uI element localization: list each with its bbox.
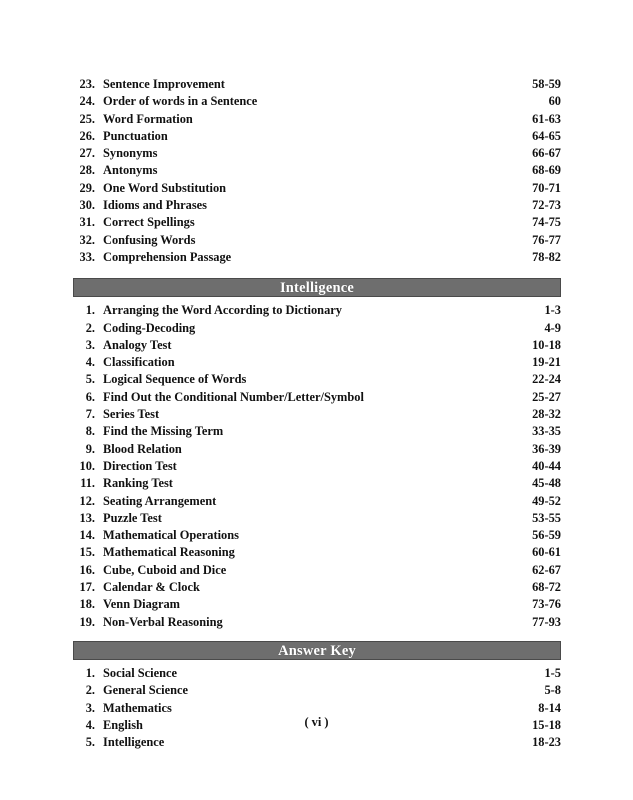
toc-entry-title: Cube, Cuboid and Dice [103, 562, 227, 577]
toc-entry-title: English [103, 717, 143, 732]
toc-entry-title: Idioms and Phrases [103, 198, 207, 213]
toc-entry-pages: 77-93 [532, 614, 561, 629]
toc-entry-pages: 61-63 [532, 111, 561, 126]
toc-entry-pages: 72-73 [532, 198, 561, 213]
toc-entry-title: Correct Spellings [103, 215, 195, 230]
toc-entry-pages: 70-71 [532, 180, 561, 195]
toc-entry-pages: 53-55 [532, 510, 561, 525]
toc-entry-title: Word Formation [103, 111, 193, 126]
toc-entry-title: Antonyms [103, 163, 158, 178]
toc-entry[interactable] [73, 337, 561, 354]
toc-entry-number: 4. [85, 717, 95, 732]
toc-entry-title: Synonyms [103, 146, 158, 161]
toc-entry-number: 7. [85, 407, 95, 422]
toc-entry-number: 11. [80, 476, 95, 491]
toc-entry-pages: 76-77 [532, 232, 561, 247]
toc-entry-title: Social Science [103, 665, 177, 680]
toc-entry-pages: 45-48 [532, 476, 561, 491]
toc-entry-title: General Science [103, 683, 188, 698]
toc-entry[interactable] [73, 458, 561, 475]
toc-entry-number: 5. [85, 372, 95, 387]
toc-entry[interactable] [73, 249, 561, 266]
toc-entry-pages: 22-24 [532, 372, 561, 387]
toc-entry-pages: 36-39 [532, 441, 561, 456]
toc-entry-pages: 56-59 [532, 528, 561, 543]
toc-entry-title: Mathematical Operations [103, 528, 239, 543]
toc-entry-title: One Word Substitution [103, 180, 227, 195]
toc-entry[interactable] [73, 162, 561, 179]
toc-entry-number: 26. [79, 128, 95, 143]
toc-entry-number: 6. [85, 389, 95, 404]
toc-entry-number: 9. [85, 441, 95, 456]
section-heading-answer-key: Answer Key [73, 641, 561, 660]
toc-entry-title: Classification [103, 355, 175, 370]
toc-entry-title: Blood Relation [103, 441, 182, 456]
toc-entry-pages: 40-44 [532, 458, 561, 473]
toc-list-english-continued [73, 76, 561, 266]
toc-entry-pages: 15-18 [532, 717, 561, 732]
toc-entry[interactable] [73, 145, 561, 162]
toc-entry[interactable] [73, 232, 561, 249]
toc-entry[interactable] [73, 76, 561, 93]
toc-entry-title: Ranking Test [103, 476, 173, 491]
toc-entry[interactable] [73, 93, 561, 110]
toc-entry-title: Mathematical Reasoning [103, 545, 235, 560]
toc-entry-title: Comprehension Passage [103, 249, 232, 264]
toc-entry-title: Calendar & Clock [103, 580, 200, 595]
toc-entry-pages: 10-18 [532, 337, 561, 352]
toc-entry[interactable] [73, 197, 561, 214]
toc-entry[interactable] [73, 128, 561, 145]
toc-entry-pages: 1-5 [544, 665, 561, 680]
toc-entry[interactable] [73, 527, 561, 544]
toc-entry[interactable] [73, 180, 561, 197]
toc-entry-number: 31. [79, 215, 95, 230]
toc-entry-title: Intelligence [103, 735, 165, 750]
toc-entry-pages: 60 [548, 94, 561, 109]
toc-entry-number: 15. [79, 545, 95, 560]
toc-entry-number: 3. [85, 700, 95, 715]
toc-entry-number: 28. [79, 163, 95, 178]
toc-entry-title: Mathematics [103, 700, 172, 715]
toc-entry-number: 1. [85, 303, 95, 318]
toc-list-intelligence [73, 302, 561, 631]
toc-entry-number: 24. [79, 94, 95, 109]
toc-entry-title: Order of words in a Sentence [103, 94, 258, 109]
toc-entry-number: 12. [79, 493, 95, 508]
toc-entry-number: 23. [79, 77, 95, 91]
toc-entry-title: Logical Sequence of Words [103, 372, 247, 387]
page-number-footer: ( vi ) [304, 715, 329, 729]
toc-section-answer-key [73, 641, 561, 751]
toc-entry-pages: 49-52 [532, 493, 561, 508]
toc-entry-title: Puzzle Test [103, 510, 162, 525]
toc-entry[interactable] [73, 389, 561, 406]
toc-entry-number: 18. [79, 597, 95, 612]
toc-entry-title: Find the Missing Term [103, 424, 224, 439]
toc-entry-title: Punctuation [103, 128, 168, 143]
toc-entry-pages: 74-75 [532, 215, 561, 230]
toc-entry-pages: 4-9 [544, 320, 561, 335]
toc-entry-number: 16. [79, 562, 95, 577]
toc-entry[interactable] [73, 371, 561, 388]
sections-host [73, 76, 561, 751]
toc-entry-number: 27. [79, 146, 95, 161]
toc-entry-title: Direction Test [103, 458, 177, 473]
toc-entry[interactable] [73, 579, 561, 596]
toc-section-intelligence [73, 278, 561, 631]
toc-entry-number: 17. [79, 580, 95, 595]
toc-entry-number: 3. [85, 337, 95, 352]
toc-entry-title: Venn Diagram [103, 597, 180, 612]
toc-section-english-continued [73, 76, 561, 266]
toc-entry-number: 14. [79, 528, 95, 543]
toc-entry-pages: 66-67 [532, 146, 561, 161]
toc-entry-pages: 68-72 [532, 580, 561, 595]
toc-entry-number: 13. [79, 510, 95, 525]
toc-entry-number: 29. [79, 180, 95, 195]
toc-entry-title: Non-Verbal Reasoning [103, 614, 223, 629]
toc-entry[interactable] [73, 354, 561, 371]
toc-entry[interactable] [73, 214, 561, 231]
toc-entry[interactable] [73, 111, 561, 128]
toc-entry[interactable] [73, 302, 561, 319]
toc-entry-number: 19. [79, 614, 95, 629]
toc-entry-pages: 1-3 [544, 303, 561, 318]
toc-entry[interactable] [73, 665, 561, 682]
toc-entry[interactable] [73, 734, 561, 751]
toc-entry-pages: 64-65 [532, 128, 561, 143]
toc-entry-pages: 73-76 [532, 597, 561, 612]
toc-entry-pages: 60-61 [532, 545, 561, 560]
toc-entry-pages: 18-23 [532, 735, 561, 750]
toc-entry[interactable] [73, 475, 561, 492]
toc-entry[interactable] [73, 406, 561, 423]
toc-entry-number: 2. [85, 320, 95, 335]
toc-entry-pages: 25-27 [532, 389, 561, 404]
toc-entry-number: 4. [85, 355, 95, 370]
toc-entry[interactable] [73, 441, 561, 458]
toc-entry[interactable] [73, 493, 561, 510]
toc-entry[interactable] [73, 614, 561, 631]
toc-entry-pages: 78-82 [532, 249, 561, 264]
toc-entry-number: 32. [79, 232, 95, 247]
toc-entry[interactable] [73, 562, 561, 579]
toc-entry-title: Arranging the Word According to Dictionary [103, 303, 342, 318]
toc-entry-pages: 28-32 [532, 407, 561, 422]
toc-entry-pages: 8-14 [538, 700, 561, 715]
toc-entry-number: 5. [85, 735, 95, 750]
toc-entry-title: Find Out the Conditional Number/Letter/Symbol [103, 389, 364, 404]
toc-entry-number: 1. [85, 665, 95, 680]
toc-content [73, 76, 561, 751]
toc-entry-title: Confusing Words [103, 232, 196, 247]
toc-entry-title: Sentence Improvement [103, 77, 225, 91]
toc-entry[interactable] [73, 682, 561, 699]
section-heading-intelligence: Intelligence [73, 278, 561, 297]
toc-entry-number: 2. [85, 683, 95, 698]
toc-entry-title: Coding-Decoding [103, 320, 196, 335]
toc-entry-number: 30. [79, 198, 95, 213]
toc-entry-title: Seating Arrangement [103, 493, 217, 508]
toc-entry[interactable] [73, 320, 561, 337]
toc-entry-pages: 68-69 [532, 163, 561, 178]
toc-entry-title: Series Test [103, 407, 160, 422]
toc-entry[interactable] [73, 423, 561, 440]
toc-entry-title: Analogy Test [103, 337, 172, 352]
toc-entry-pages: 5-8 [544, 683, 561, 698]
toc-entry-pages: 19-21 [532, 355, 561, 370]
toc-entry[interactable] [73, 596, 561, 613]
toc-list-answer-key [73, 665, 561, 751]
toc-entry-pages: 58-59 [532, 77, 561, 91]
toc-entry[interactable] [73, 544, 561, 561]
toc-entry-number: 33. [79, 249, 95, 264]
toc-entry[interactable] [73, 510, 561, 527]
toc-entry-number: 10. [79, 458, 95, 473]
toc-entry-number: 25. [79, 111, 95, 126]
toc-entry-pages: 33-35 [532, 424, 561, 439]
toc-entry-pages: 62-67 [532, 562, 561, 577]
toc-entry-number: 8. [85, 424, 95, 439]
